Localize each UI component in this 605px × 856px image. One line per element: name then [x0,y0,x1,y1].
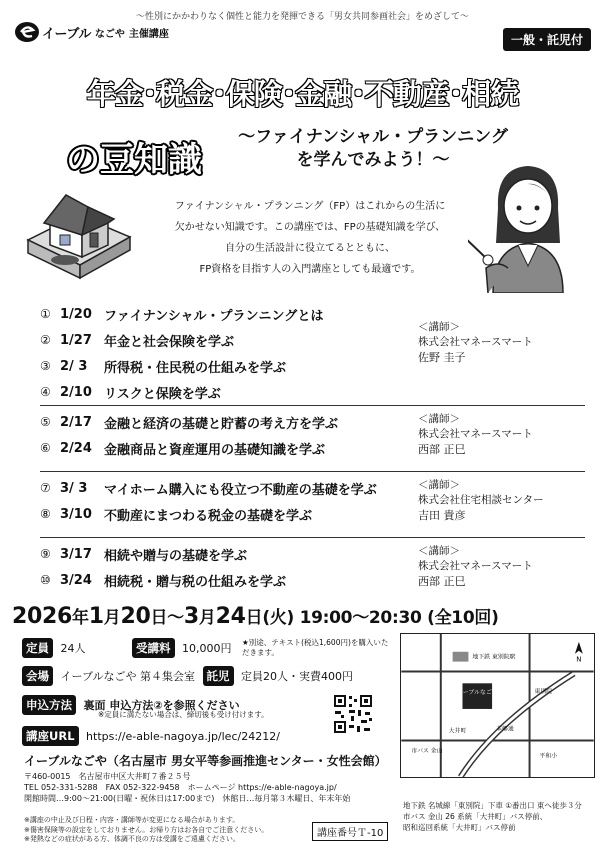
session-date: 3/24 [60,572,92,588]
main-title: 年金･税金･保険･金融･不動産･相続 [86,77,519,111]
session-date: 3/17 [60,546,92,562]
session-number: ② [40,333,51,347]
lecturer-name: 西部 正巳 [418,575,466,588]
capacity-row [22,638,86,658]
intro-line: 欠かせない知識です。この講座では、FPの基礎知識を学び、 [174,222,446,233]
map-temple-label: 東別院 [534,689,553,696]
lecturer-label: ＜講師＞ [418,321,460,333]
session-number: ④ [40,385,51,399]
session-date: 3/10 [60,506,92,522]
intro-line: FP資格を目指す人の入門講座としても最適です。 [199,264,421,275]
lecturer-org: 株式会社マネースマート [418,336,533,348]
map-station-label: 地下鉄 東別院駅 [472,654,516,661]
session-group [40,298,585,406]
venue-row [22,666,353,686]
lecturer-info [418,478,544,523]
fee-row [132,638,232,658]
lecturer-name: 佐野 圭子 [418,351,466,364]
qr-code[interactable] [332,693,374,735]
map-bus-label: 市バス 金山 [411,748,443,755]
fee-note: ★別途、テキスト(税込1,600円)を購入いただきます。 [242,638,389,657]
session-date: 2/ 3 [60,358,88,374]
session-title: 金融商品と資産運用の基礎知識を学ぶ [104,442,326,458]
map-ohicho-label: 大井町 [448,728,467,735]
childcare-tag: 託児 [203,666,234,686]
session-title: 不動産にまつわる税金の基礎を学ぶ [104,508,313,524]
session-number: ⑦ [40,481,51,495]
session-date: 1/27 [60,332,92,348]
url-row [22,726,280,746]
phone-fax-web: TEL 052-331-5288 FAX 052-322-9458 ホームページ https://e-able-nagoya.jp/ [24,783,337,792]
contact-info [24,771,394,804]
capacity-tag: 定員 [22,638,53,658]
session-list [40,298,585,598]
period-year: 2026 [12,604,73,629]
period-start-month: 1 [88,604,104,629]
session-number: ⑨ [40,547,51,561]
session-number: ⑧ [40,507,51,521]
access-line: 市バス 金山 26 系統「大井町」バス停前、 [403,812,548,821]
access-info [403,800,598,833]
session-date: 2/24 [60,440,92,456]
period-month-unit: 月 [103,608,121,628]
apply-value: 裏面 申込方法②を参照ください [83,699,240,712]
map-street-label: 本郷通 [496,726,514,733]
lecturer-org: 株式会社マネースマート [418,560,533,572]
fee-tag: 受講料 [132,638,175,658]
map-venue-label: イーブルなごや [456,690,498,697]
session-number: ⑤ [40,415,51,429]
sub-title: の豆知識 [66,140,202,180]
lecturer-label: ＜講師＞ [418,413,460,425]
session-date: 3/ 3 [60,480,88,496]
period-count: (全10回) [427,608,499,628]
house-illustration [20,185,135,280]
url-tag: 講座URL [22,726,79,746]
lecturer-name: 吉田 貴彦 [418,509,466,522]
organizer-name: イーブルなごや（名古屋市 男女平等参画推進センター・女性会館） [24,754,387,768]
logo-text: イーブル [42,26,91,42]
access-map [400,633,595,778]
period-end-day: 24 [215,604,246,629]
period-time: 19:00～20:30 [299,608,422,628]
audience-badge: 一般・託児付 [503,28,591,51]
lecturer-info [418,412,533,457]
period-start-day: 20 [120,604,151,629]
session-date: 2/17 [60,414,92,430]
session-number: ⑩ [40,573,51,587]
lecturer-org: 株式会社マネースマート [418,428,533,440]
apply-note: ※定員に満たない場合は、締切後も受け付けます。 [98,710,269,719]
session-date: 1/20 [60,306,92,322]
period-day-unit: 日～ [150,608,184,628]
access-line: 昭和巡回系統「大井町」バス停前 [403,823,516,832]
session-title: ファイナンシャル・プランニングとは [104,308,324,324]
note: ※発熱などの症状がある方、体調不良の方は受講をご遠慮ください。 [24,835,240,843]
apply-tag: 申込方法 [22,695,76,715]
logo-host: 主催講座 [128,28,169,40]
lecturer-label: ＜講師＞ [418,479,460,491]
opening-hours: 開館時間…9:00～21:00(日曜・祝休日は17:00まで) 休館日…毎月第３木曜日、年末年始 [24,794,351,803]
session-title: 金融と経済の基礎と貯蓄の考え方を学ぶ [104,416,339,432]
period-end-suffix: 日 [245,608,263,628]
map-north-label: N [576,655,582,664]
lecturer-info [418,544,533,589]
session-title: 相続税・贈与税の仕組みを学ぶ [104,574,287,590]
lecturer-name: 西部 正巳 [418,443,466,456]
session-title: マイホーム購入にも役立つ不動産の基礎を学ぶ [104,482,377,498]
intro-text [150,196,470,280]
address: 〒460-0015 名古屋市中区大井町７番２５号 [24,772,191,781]
course-code: 講座番号Ｔ-10 [312,822,388,841]
note: ※講座の中止及び日程・内容・講師等が変更になる場合があります。 [24,816,240,824]
lecturer-label: ＜講師＞ [418,545,460,557]
logo-suffix: なごや [94,28,125,40]
subtitle-line2: を学んでみよう！～ [296,150,450,170]
period-end-month: 3 [183,604,199,629]
venue-value: イーブルなごや 第４集会室 [60,670,196,683]
session-title: リスクと保険を学ぶ [104,386,221,402]
session-row [40,379,585,405]
period-year-unit: 年 [72,608,89,628]
fee-value: 10,000円 [182,642,232,655]
session-number: ⑥ [40,441,51,455]
instructor-illustration [468,148,593,293]
childcare-value: 定員20人・実費400円 [241,670,354,683]
course-period [12,603,593,629]
intro-line: 自分の生活設計に役立てるとともに、 [225,243,395,254]
intro-line: ファイナンシャル・プランニング（FP）はこれからの生活に [174,201,446,212]
session-title: 年金と社会保険を学ぶ [104,334,235,350]
access-line: 地下鉄 名城線「東別院」下車 ①番出口 東へ徒歩３分 [403,801,582,810]
session-title: 相続や贈与の基礎を学ぶ [104,548,248,564]
lecturer-info [418,320,533,365]
venue-tag: 会場 [22,666,53,686]
session-number: ③ [40,359,51,373]
session-title: 所得税・住民税の仕組みを学ぶ [104,360,287,376]
logo [14,20,169,44]
notes [24,816,314,845]
session-group [40,406,585,472]
period-month-unit-2: 月 [198,608,216,628]
course-url[interactable]: https://e-able-nagoya.jp/lec/24212/ [86,730,280,743]
session-group [40,472,585,538]
session-number: ① [40,307,51,321]
note: ※傷害保険等の設定をしておりません。お帰り方はお各自でご注意ください。 [24,825,269,834]
subtitle-line1: ～ファイナンシャル・プランニング [238,127,508,147]
session-date: 2/10 [60,384,92,400]
session-group [40,538,585,598]
lecturer-org: 株式会社住宅相談センター [418,494,544,506]
e-logo-icon [14,20,40,44]
capacity-value: 24人 [60,642,86,655]
tagline: ～性別にかかわりなく個性と能力を発揮できる「男女共同参画社会」をめざして～ [135,12,469,22]
period-weekday: (火) [262,608,294,628]
map-school-label: 平和小 [539,753,558,760]
